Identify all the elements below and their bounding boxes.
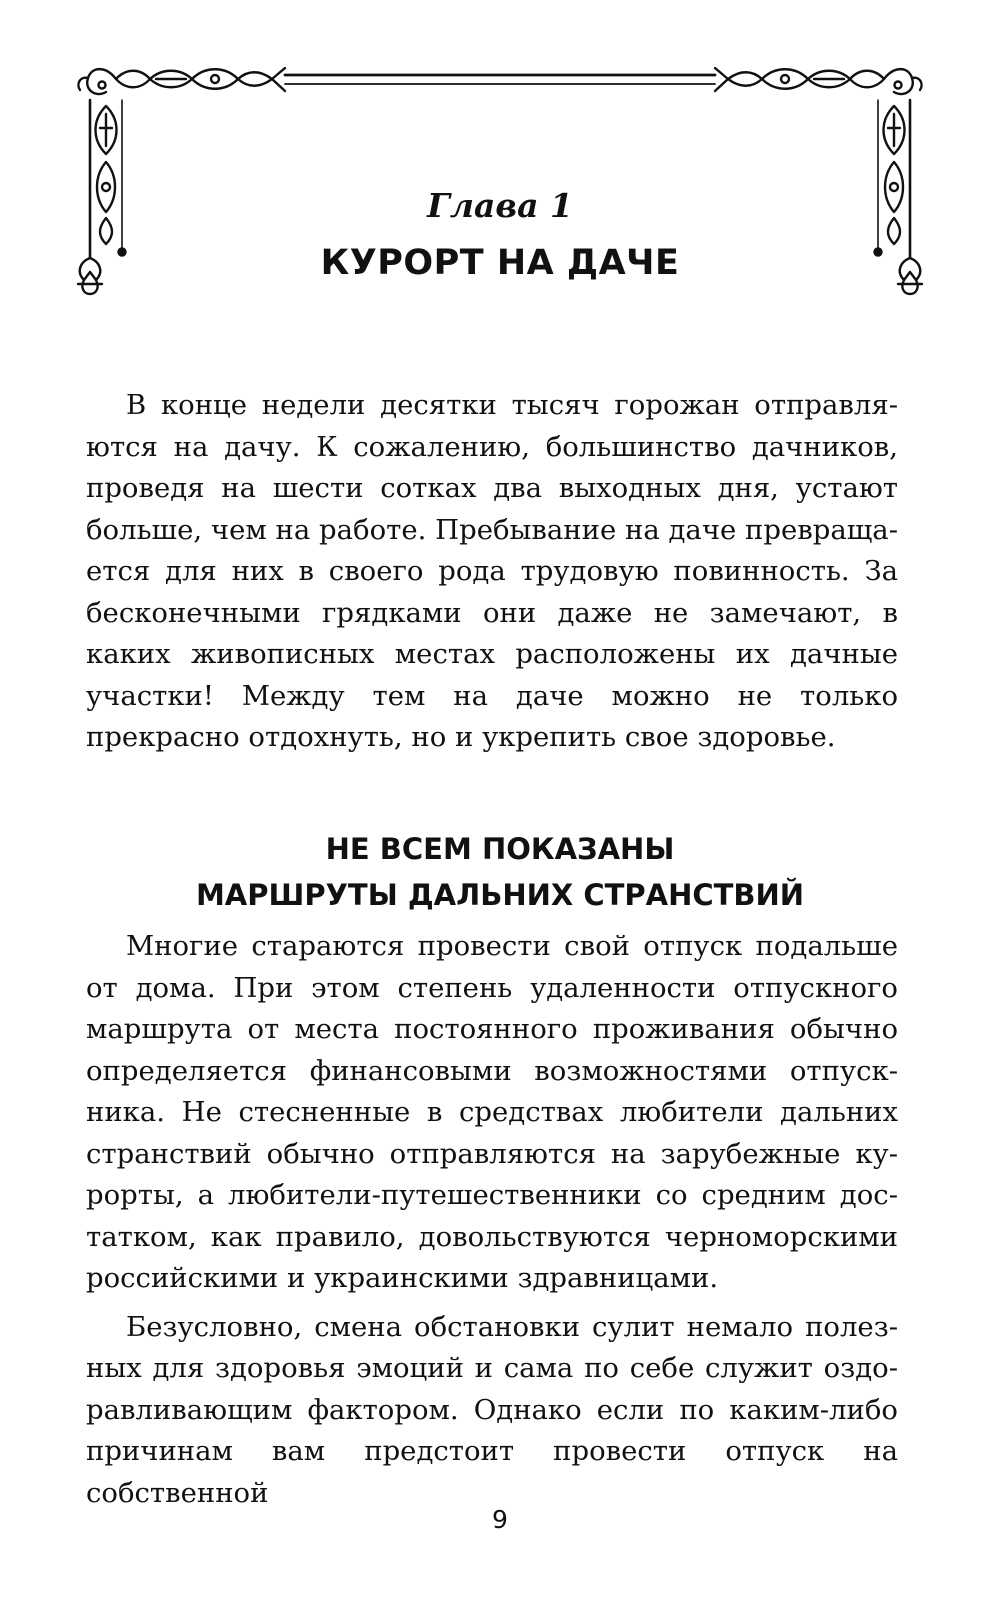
intro-paragraph: В конце недели десятки тысяч горожан отправляются на дачу. К сожалению, большинство дачников, проведя на шести сотках два выходных дня, устают больше, чем на работе. Пребывание на даче превращается для них в своего рода трудовую повинность. За бесконечными грядками они даже не замечают, в каких живописных местах расположены их дачные участки! Между тем на даче можно не только прекрасно отдохнуть, но и укрепить свое здоровье. — [86, 389, 898, 753]
chapter-title: КУРОРТ НА ДАЧЕ — [320, 243, 680, 283]
section-paragraph-2: Безусловно, смена обстановки сулит немало полезных для здоровья эмоций и сама по себе служит оздоравливающим фактором. Однако если по каким-либо причинам вам предстоит провести отпуск на собственной — [86, 1310, 898, 1509]
section-heading — [0, 826, 1000, 918]
chapter-label: Глава 1 — [427, 186, 573, 225]
intro-block — [86, 385, 898, 759]
section-heading-line-1: НЕ ВСЕМ ПОКАЗАНЫ — [325, 832, 675, 866]
section-paragraph-1: Многие стараются провести свой отпуск подальше от дома. При этом степень удаленности отпускного маршрута от места постоянного проживания обычно определяется финансовыми возможностями отпускника. Не стесненные в средствах любители дальних странствий обычно отправляются на зарубежные курорты, а любители-путешественники со средним достатком, как правило, довольствуются черноморскими российскими и украинскими здравницами. — [86, 930, 898, 1294]
section-heading-line-2: МАРШРУТЫ ДАЛЬНИХ СТРАНСТВИЙ — [195, 878, 805, 912]
section-body — [86, 926, 898, 1514]
page-number: 9 — [492, 1505, 508, 1534]
